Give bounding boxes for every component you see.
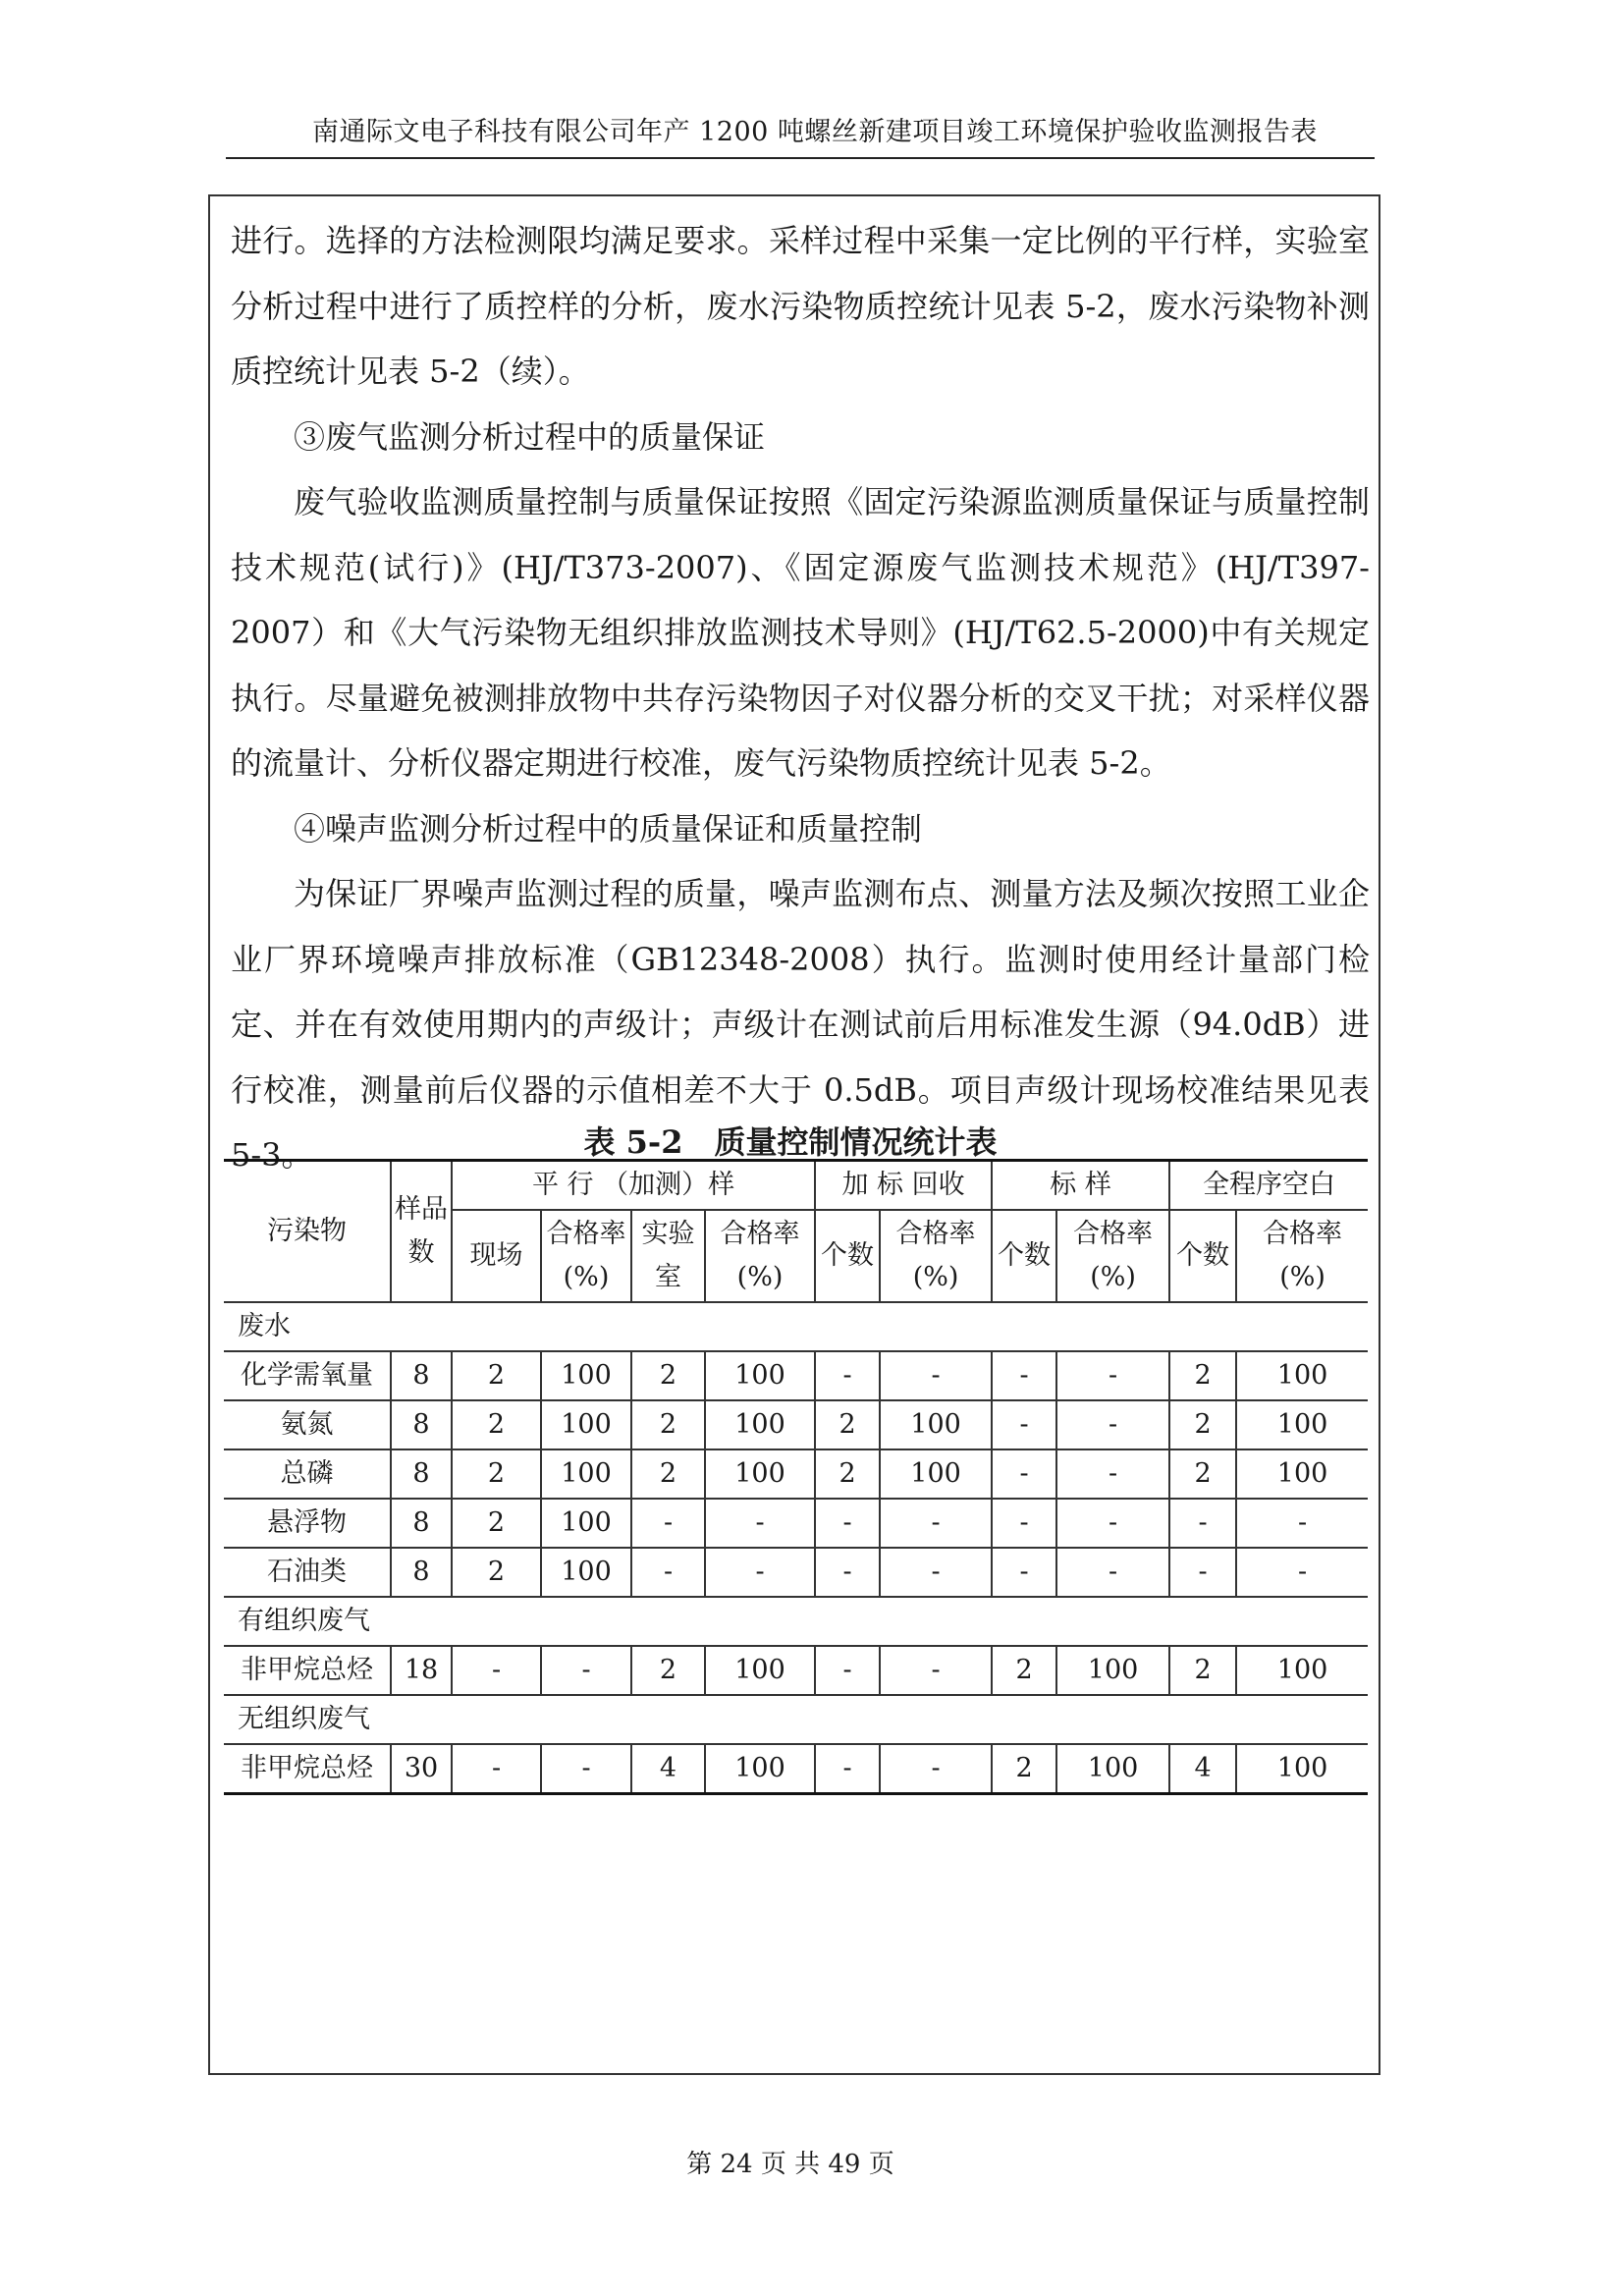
table-cell: - [705,1548,815,1597]
header-divider [226,157,1375,159]
table-cell: - [815,1499,880,1548]
table-cell: - [1169,1548,1236,1597]
header-pass-rate: 合格率(%) [1236,1210,1368,1302]
table-row [224,1499,1368,1548]
table-cell: - [880,1744,992,1794]
table-cell: - [1236,1499,1368,1548]
table-cell: 2 [452,1548,541,1597]
table-cell: - [880,1548,992,1597]
header-standard: 标 样 [992,1161,1169,1211]
table-cell: 100 [541,1400,631,1449]
table-cell: - [1056,1400,1169,1449]
header-count: 个数 [1169,1210,1236,1302]
table-cell: 100 [1236,1744,1368,1794]
report-header: 南通际文电子科技有限公司年产 1200 吨螺丝新建项目竣工环境保护验收监测报告表 [312,117,1318,147]
header-pass-rate: 合格率(%) [541,1210,631,1302]
table-cell: - [1236,1548,1368,1597]
table-cell: - [705,1499,815,1548]
group-row [224,1695,1368,1744]
pollutant-name: 石油类 [224,1548,391,1597]
table-cell: 100 [541,1548,631,1597]
header-field: 现场 [452,1210,541,1302]
table-cell: - [815,1646,880,1695]
table-cell: - [992,1351,1056,1400]
table-row [224,1646,1368,1695]
table-cell: 8 [391,1548,452,1597]
table-cell: - [880,1646,992,1695]
qc-table [224,1159,1368,1795]
table-cell: - [992,1548,1056,1597]
table-cell: - [541,1744,631,1794]
table-cell: 100 [1236,1646,1368,1695]
table-cell: - [1169,1499,1236,1548]
section-heading-noise: ④噪声监测分析过程中的质量保证和质量控制 [294,809,923,847]
header-parallel: 平 行 （加测）样 [452,1161,815,1211]
pollutant-name: 氨氮 [224,1400,391,1449]
pollutant-name: 总磷 [224,1449,391,1499]
table-cell: - [541,1646,631,1695]
table-row [224,1351,1368,1400]
table-cell: 100 [541,1351,631,1400]
table-cell: 100 [1236,1351,1368,1400]
table-cell: 2 [815,1400,880,1449]
table-cell: 2 [452,1449,541,1499]
table-cell: 8 [391,1400,452,1449]
table-cell: - [1056,1449,1169,1499]
table-cell: - [815,1351,880,1400]
paragraph-qc-intro: 进行。选择的方法检测限均满足要求。采样过程中采集一定比例的平行样，实验室分析过程中进行了质控样的分析，废水污染物质控统计见表 5-2，废水污染物补测质控统计见表 5-2（续）。 [231,222,1370,390]
body-text [231,208,1370,1188]
header-count: 个数 [815,1210,880,1302]
table-cell: 100 [880,1449,992,1499]
section-heading-waste-gas: ③废气监测分析过程中的质量保证 [294,417,766,456]
table-cell: 100 [705,1449,815,1499]
qc-table-body [224,1302,1368,1794]
table-cell: - [1056,1499,1169,1548]
table-cell: 100 [705,1400,815,1449]
table-row [224,1449,1368,1499]
table-cell: 100 [541,1499,631,1548]
group-row [224,1597,1368,1646]
table-cell: 2 [631,1400,705,1449]
table-cell: - [1056,1548,1169,1597]
header-pass-rate: 合格率(%) [1056,1210,1169,1302]
table-cell: 100 [1236,1449,1368,1499]
table-cell: - [815,1548,880,1597]
table-row [224,1400,1368,1449]
table-cell: 30 [391,1744,452,1794]
header-pass-rate: 合格率(%) [880,1210,992,1302]
header-pass-rate: 合格率(%) [705,1210,815,1302]
paragraph-noise: 为保证厂界噪声监测过程的质量，噪声监测布点、测量方法及频次按照工业企业厂界环境噪声排放标准（GB12348-2008）执行。监测时使用经计量部门检定、并在有效使用期内的声级计；声级计在测试前后用标准发生源（94.0dB）进行校准，测量前后仪器的示值相差不大于 0.5dB。项目声级计现场校准结果见表 5-3。 [231,875,1370,1174]
table-cell: - [992,1499,1056,1548]
table-cell: 100 [880,1400,992,1449]
group-label: 无组织废气 [224,1695,1368,1744]
table-cell: 2 [992,1744,1056,1794]
table-cell: 100 [705,1646,815,1695]
table-title: 表 5-2 质量控制情况统计表 [583,1123,998,1161]
table-cell: 2 [992,1646,1056,1695]
group-label: 有组织废气 [224,1597,1368,1646]
paragraph-waste-gas: 废气验收监测质量控制与质量保证按照《固定污染源监测质量保证与质量控制技术规范(试行)》(HJ/T373-2007)、《固定源废气监测技术规范》(HJ/T397-2007）和《大气污染物无组织排放监测技术导则》(HJ/T62.5-2000)中有关规定执行。尽量避免被测排放物中共存污染物因子对仪器分析的交叉干扰；对采样仪器的流量计、分析仪器定期进行校准，废气污染物质控统计见表 5-2。 [231,483,1370,782]
table-row [224,1548,1368,1597]
table-cell: 2 [631,1646,705,1695]
table-cell: 4 [1169,1744,1236,1794]
table-cell: 100 [541,1449,631,1499]
pollutant-name: 非甲烷总烃 [224,1646,391,1695]
table-cell: 2 [631,1449,705,1499]
page-number: 第 24 页 共 49 页 [686,2150,894,2179]
table-cell: 2 [1169,1400,1236,1449]
header-spike: 加 标 回收 [815,1161,992,1211]
table-cell: 100 [1236,1400,1368,1449]
group-row [224,1302,1368,1351]
table-cell: - [815,1744,880,1794]
table-cell: 2 [1169,1449,1236,1499]
table-cell: - [631,1548,705,1597]
pollutant-name: 非甲烷总烃 [224,1744,391,1794]
table-cell: 8 [391,1449,452,1499]
pollutant-name: 悬浮物 [224,1499,391,1548]
table-cell: 2 [452,1351,541,1400]
table-cell: 100 [1056,1744,1169,1794]
group-label: 废水 [224,1302,1368,1351]
table-cell: 2 [631,1351,705,1400]
header-count: 个数 [992,1210,1056,1302]
pollutant-name: 化学需氧量 [224,1351,391,1400]
table-cell: - [880,1499,992,1548]
table-cell: - [452,1744,541,1794]
table-cell: - [452,1646,541,1695]
table-cell: - [880,1351,992,1400]
table-cell: 8 [391,1351,452,1400]
table-cell: - [631,1499,705,1548]
header-pollutant: 污染物 [224,1161,391,1303]
table-cell: 100 [705,1744,815,1794]
table-cell: 2 [452,1499,541,1548]
table-cell: 100 [1056,1646,1169,1695]
table-cell: 18 [391,1646,452,1695]
table-cell: 4 [631,1744,705,1794]
table-cell: 100 [705,1351,815,1400]
table-cell: - [1056,1351,1169,1400]
header-samples: 样品数 [391,1161,452,1303]
table-cell: 2 [1169,1351,1236,1400]
header-lab: 实验室 [631,1210,705,1302]
table-cell: 2 [815,1449,880,1499]
table-cell: - [992,1400,1056,1449]
table-cell: 8 [391,1499,452,1548]
table-cell: 2 [1169,1646,1236,1695]
table-cell: 2 [452,1400,541,1449]
table-cell: - [992,1449,1056,1499]
header-blank: 全程序空白 [1169,1161,1368,1211]
table-row [224,1744,1368,1794]
